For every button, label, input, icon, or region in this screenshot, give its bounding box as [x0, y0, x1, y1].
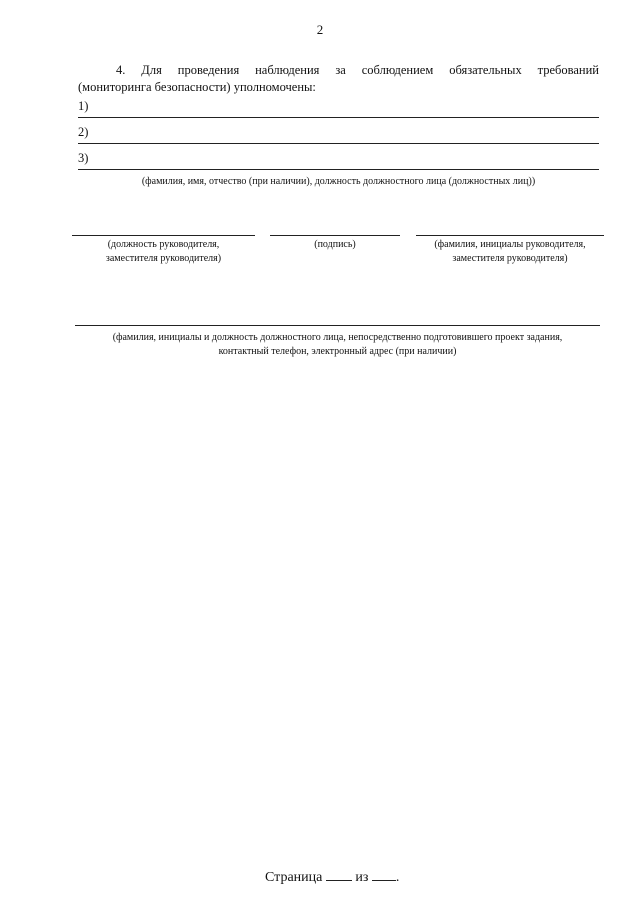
position-line [72, 235, 255, 236]
section-4-line-2: (мониторинга безопасности) уполномочены: [78, 80, 316, 94]
page-number: 2 [316, 22, 324, 37]
authorized-item-2 [78, 120, 599, 144]
page-blank [326, 868, 352, 881]
preparer-caption: (фамилия, инициалы и должность должностного лица, непосредственно подготовившего проект задания, контактный телефон, электронный адрес (при наличии) [112, 332, 563, 357]
total-blank [372, 868, 396, 881]
preparer-line [75, 325, 600, 326]
fill-line [78, 169, 599, 170]
item-number: 3) [78, 151, 89, 165]
authorized-caption: (фамилия, имя, отчество (при наличии), должность должностного лица (должностных лиц)) [141, 176, 536, 187]
section-4-line-1: 4. Для проведения наблюдения за соблюдением обязательных требований [116, 63, 599, 77]
fill-line [78, 117, 599, 118]
page-label: Страница [265, 870, 323, 885]
of-label: из [355, 870, 369, 885]
signature-caption: (подпись) [314, 239, 356, 250]
signature-line [270, 235, 400, 236]
page-counter [265, 868, 399, 886]
authorized-item-1 [78, 94, 599, 118]
item-number: 1) [78, 99, 89, 113]
position-caption: (должность руководителя, заместителя руководителя) [105, 239, 222, 264]
fill-line [78, 143, 599, 144]
item-number: 2) [78, 125, 89, 139]
authorized-item-3 [78, 146, 599, 170]
section-4-paragraph [78, 62, 599, 96]
end-period: . [395, 870, 400, 885]
name-caption: (фамилия, инициалы руководителя, заместителя руководителя) [434, 239, 586, 264]
name-line [416, 235, 604, 236]
